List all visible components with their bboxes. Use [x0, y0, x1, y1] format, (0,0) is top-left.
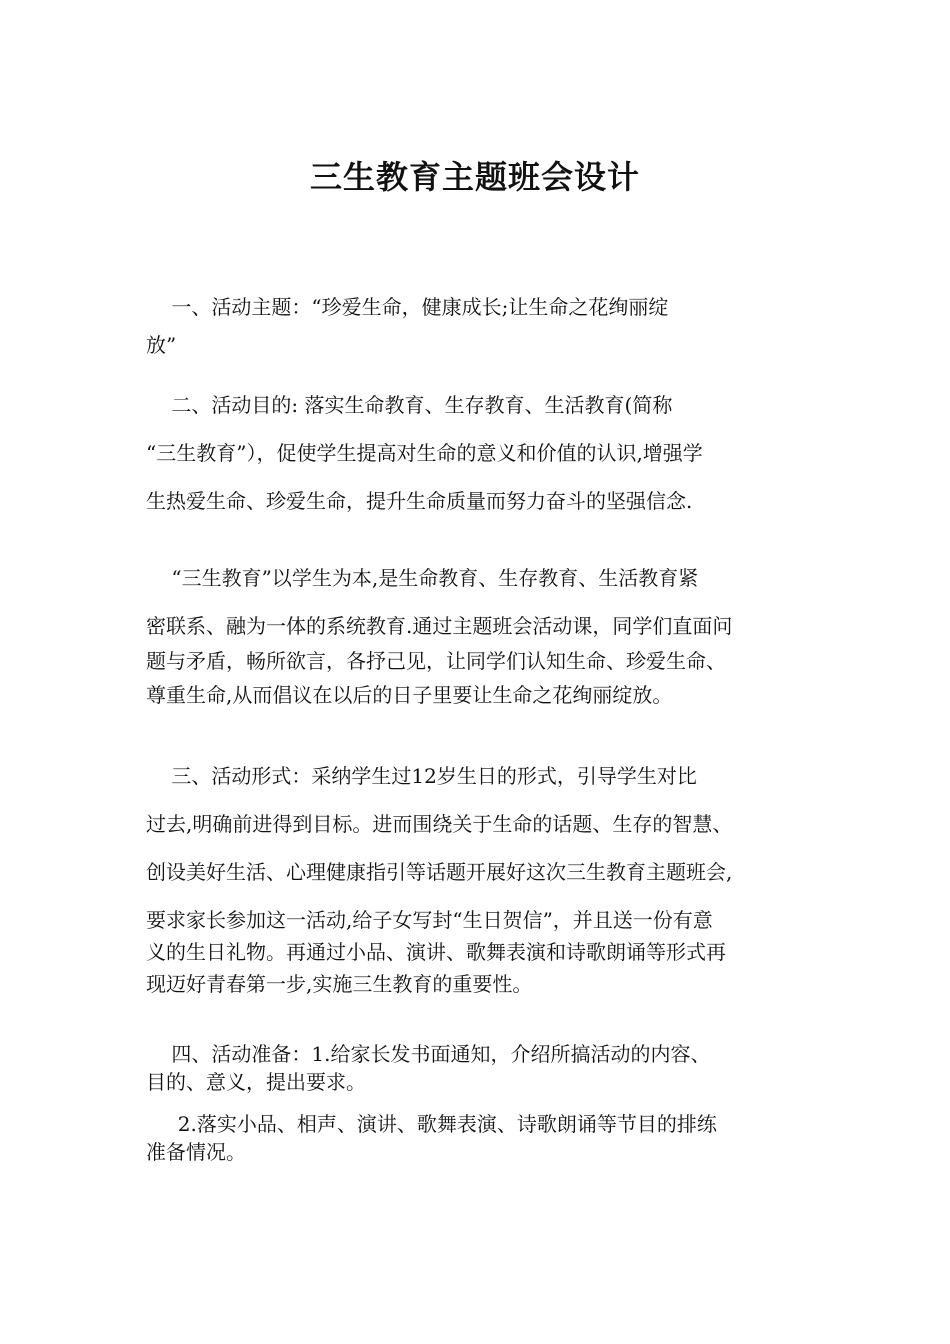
form-line-5: 义的生日礼物。再通过小品、演讲、歌舞表演和诗歌朗诵等形式再	[146, 940, 726, 964]
section-intro	[146, 554, 806, 712]
document-title: 三生教育主题班会设计	[309, 158, 640, 196]
intro-line-4: 尊重生命,从而倡议在以后的日子里要让生命之花绚丽绽放。	[146, 683, 673, 707]
prep1-line-1: 四、活动准备：1.给家长发书面通知，介绍所搞活动的内容、	[146, 1042, 711, 1066]
prep2-line-1: 2.落实小品、相声、演讲、歌舞表演、诗歌朗诵等节目的排练	[146, 1112, 717, 1136]
theme-line-2: 放”	[146, 333, 177, 357]
section-form	[146, 752, 806, 1000]
intro-line-3: 题与矛盾，畅所欲言，各抒己见，让同学们认知生命、珍爱生命、	[146, 649, 726, 673]
form-line-2: 过去,明确前进得到目标。进而围绕关于生命的话题、生存的智慧、	[146, 812, 733, 836]
purpose-line-2: “三生教育”），促使学生提高对生命的意义和价值的认识,增强学	[146, 441, 703, 465]
prep1-line-2: 目的、意义，提出要求。	[146, 1070, 366, 1094]
purpose-line-3: 生热爱生命、珍爱生命，提升生命质量而努力奋斗的坚强信念.	[146, 489, 693, 513]
form-line-4: 要求家长参加这一活动,给子女写封“生日贺信”，并且送一份有意	[146, 908, 713, 932]
intro-line-2: 密联系、融为一体的系统教育.通过主题班会活动课，同学们直面问	[146, 614, 733, 638]
form-line-6: 现迈好青春第一步,实施三生教育的重要性。	[146, 972, 533, 996]
purpose-line-1: 二、活动目的: 落实生命教育、生存教育、生活教育(简称	[146, 393, 673, 417]
theme-line-1: 一、活动主题：“珍爱生命，健康成长;让生命之花绚丽绽	[146, 295, 669, 319]
form-line-1: 三、活动形式：采纳学生过12岁生日的形式，引导学生对比	[146, 764, 697, 788]
section-prep-1	[146, 1040, 806, 1096]
section-prep-2	[146, 1110, 806, 1166]
section-purpose	[146, 381, 806, 525]
prep2-line-2: 准备情况。	[146, 1140, 246, 1164]
intro-line-1: “三生教育”以学生为本,是生命教育、生存教育、生活教育紧	[146, 566, 699, 590]
form-line-3: 创设美好生活、心理健康指引等话题开展好这次三生教育主题班会,	[146, 860, 733, 884]
section-theme	[146, 288, 806, 364]
